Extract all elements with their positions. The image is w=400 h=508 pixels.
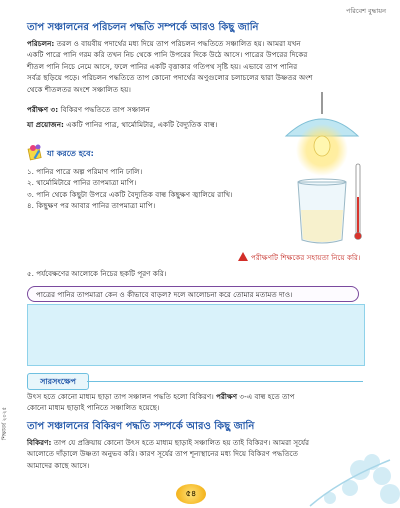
teacher-warning bbox=[238, 251, 361, 265]
needs-line bbox=[27, 119, 217, 130]
summary-bold: পরীক্ষণ bbox=[216, 392, 238, 401]
section-title-convection: তাপ সঞ্চালনের পরিচলন পদ্ধতি সম্পর্কে আরও কিছু জানি bbox=[27, 22, 259, 33]
list-item: ৪. কিছুক্ষণ পর আবার পানির তাপমাত্রা মাপি। bbox=[27, 201, 156, 211]
experiment-label: পরীক্ষণ ৩: bbox=[27, 105, 59, 114]
list-item: ১. পানির পাত্রে অল্প পরিমাণ পানি ঢালি। bbox=[27, 167, 143, 176]
convection-line: থেকে শীতলতর অংশে সঞ্চালিত হয়। bbox=[27, 84, 131, 94]
steps-list bbox=[27, 166, 233, 212]
summary-text: ৩-এ বাল্ব হতে তাপ bbox=[239, 392, 295, 401]
radiation-line: তাপ যে প্রক্রিয়ায় কোনো উৎস হতে মাধ্যম ছাড়াই সঞ্চালিত হয় তাই বিকিরণ। আমরা সূর্যের bbox=[53, 438, 310, 447]
convection-line: সর্বত্র ছড়িয়ে পড়ে। পরিচলন পদ্ধতিতে তাপ কোনো পদার্থের অণুগুলোর চলাচলের দ্বারা উষ্ণতর অংশ bbox=[27, 73, 313, 83]
convection-line: তরল ও বায়বীয় পদার্থের মধ্য দিয়ে তাপ পরিচলন পদ্ধতিতে সঞ্চালিত হয়। আমরা যখন bbox=[56, 39, 301, 48]
summary-divider bbox=[87, 381, 363, 382]
answer-box[interactable] bbox=[27, 304, 365, 366]
needs-label: যা প্রয়োজন: bbox=[27, 120, 64, 129]
radiation-line: আমাদের কাছে আসে। bbox=[27, 460, 90, 470]
experiment-title: বিকিরণ পদ্ধতিতে তাপ সঞ্চালন bbox=[60, 105, 150, 114]
session-year: শিক্ষাবর্ষ ২০২৫ bbox=[2, 406, 8, 440]
list-item: ২. থার্মোমিটারে পানির তাপমাত্রা মাপি। bbox=[27, 178, 137, 188]
term-convection: পরিচলন: bbox=[27, 39, 55, 48]
glass-water bbox=[301, 210, 343, 242]
section-title-radiation: তাপ সঞ্চালনের বিকিরণ পদ্ধতি সম্পর্কে আরও কিছু জানি bbox=[27, 421, 255, 432]
page-number: ৫৪ bbox=[176, 484, 206, 504]
summary-paragraph bbox=[27, 391, 372, 414]
convection-paragraph bbox=[27, 38, 372, 95]
flower-decoration bbox=[290, 440, 400, 508]
experiment-heading bbox=[27, 104, 150, 115]
experiment-illustration bbox=[272, 92, 372, 248]
pencil-paper-icon bbox=[27, 143, 45, 161]
bulb-icon bbox=[314, 136, 330, 156]
convection-line: একটি পাত্রে পানি গরম করি তখন নিচ থেকে পানি উপরের দিকে উঠে আসে। পাত্রের উপরের দিকের bbox=[27, 50, 308, 60]
summary-tab: সারসংক্ষেপ bbox=[27, 373, 89, 390]
summary-text: কোনো মাধ্যম ছাড়াই পানিতে সঞ্চালিত হয়েছে। bbox=[27, 403, 160, 413]
summary-text: উৎস হতে কোনো মাধ্যম ছাড়া তাপ সঞ্চালন পদ্ধতি হলো বিকিরণ। bbox=[27, 392, 214, 401]
question-bar: পাত্রের পানির তাপমাত্রা কেন ও কীভাবে বাড়ল? দলে আলোচনা করে তোমার মতামত দাও। bbox=[27, 286, 359, 302]
list-item: ৩. পানি থেকে কিছুটা উপরে একটি বৈদ্যুতিক বাল্ব কিছুক্ষণ জ্বালিয়ে রাখি। bbox=[27, 189, 233, 199]
term-radiation: বিকিরণ: bbox=[27, 438, 52, 447]
warning-icon bbox=[238, 252, 248, 261]
book-title: পরিবেশ বুদ্ধায়ন bbox=[346, 7, 386, 15]
convection-line: শীতল পানি নিচে নেমে আসে, ফলে পানির একটি বৃত্তাকার গতিপথ সৃষ্টি হয়। এভাবে তাপ পানির bbox=[27, 61, 298, 71]
todo-label: যা করতে হবে: bbox=[47, 149, 94, 158]
needs-text: একটি পানির পাত্র, থার্মোমিটার, একটি বৈদ্যুতিক বাল্ব। bbox=[66, 120, 218, 129]
warning-text: পরীক্ষণটি শিক্ষকের সহায়তা নিয়ে করি। bbox=[251, 253, 361, 262]
radiation-line: আলোতে দাঁড়ালে উষ্ণতা অনুভব করি। কারণ সূর্যের তাপ শূন্যস্থানের মধ্য দিয়ে বিকিরণ পদ্ধতিতে bbox=[27, 449, 299, 459]
observation-prompt: ৫. পর্যবেক্ষণের আলোকে নিচের ছকটি পূরণ করি। bbox=[27, 269, 167, 278]
